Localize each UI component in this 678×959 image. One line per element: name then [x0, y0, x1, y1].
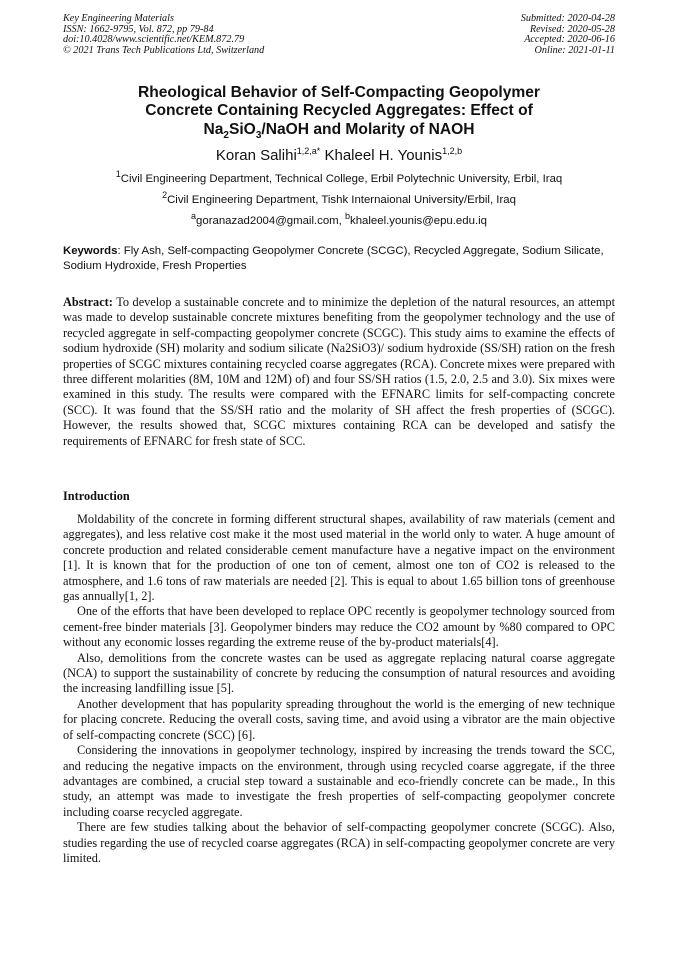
title-text: Na — [203, 120, 224, 138]
date-submitted: Submitted: 2020-04-28 — [520, 13, 615, 24]
author-affiliation-mark: 1,2,b — [442, 146, 463, 156]
submission-dates — [521, 14, 615, 56]
title-text: /NaOH and Molarity of NAOH — [261, 120, 475, 138]
date-online: Online: 2021-01-11 — [534, 44, 615, 56]
title-subscript: 3 — [255, 129, 262, 141]
keywords-text: : Fly Ash, Self-compacting Geopolymer Concrete (SCGC), Recycled Aggregate, Sodium Silicate, Sodium Hydroxide, Fresh Properties — [63, 245, 604, 273]
abstract-text: To develop a sustainable concrete and to minimize the depletion of the natural resources, an attempt was made to develop sustainable concrete mixtures benefiting from the geopolymer technology and the use of recycled aggregate in self-compacting geopolymer concrete (SCGC). This study aims to examine the effects of sodium hydroxide (SH) molarity and sodium silicate (Na2SiO3)/ sodium hydroxide (SS/SH) ration on the fresh properties of SCGC mixtures containing recycled coarse aggregates (RCA). Concrete mixes were prepared with three different molarities (8M, 10M and 12M) of) and four SS/SH ratios (1.5, 2.0, 2.5 and 3.0). Six mixes were examined in this study. The results were compared with the EFNARC limits for self-compacting concrete (SCC). It was found that the SS/SH ratio and the molarity of SH affect the fresh properties of (SCGC). However, the results showed that, SCGC mixtures containing RCA can be developed and satisfy the requirements of EFNARC for fresh state of SCC. — [63, 295, 615, 448]
paragraph: Another development that has popularity spreading throughout the world is the emerging of new technique for placing concrete. Reducing the overall costs, saving time, and avoid using a vibrator are the main objective of self-compacting concrete (SCC) [6]. — [63, 696, 615, 742]
paper-title — [60, 84, 618, 145]
author-name: Koran Salihi — [215, 147, 297, 164]
author-emails — [60, 209, 618, 228]
title-text: SiO — [228, 120, 256, 138]
section-heading-introduction: Introduction — [63, 489, 130, 503]
paragraph: Moldability of the concrete in forming different structural shapes, availability of raw materials (cement and aggregates), and less relative cost make it the most used material in the world only to water. A huge amount of concrete production and related considerable cement manufacture have a negative impact on the environment [1]. It is known that for the production of one ton of cement, almost one ton of CO2 is released to the atmosphere, and 1.6 tons of raw materials are needed [2]. This is equal to about 1.65 billion tons of greenhouse gas annually[1, 2]. — [63, 512, 615, 604]
paragraph: Also, demolitions from the concrete wastes can be used as aggregate replacing natural coarse aggregate (NCA) to support the sustainability of concrete by reducing the consumption of natural resources and avoiding the increasing landfilling issue [5]. — [63, 650, 615, 696]
affiliation-1 — [60, 167, 618, 186]
date-accepted: Accepted: 2020-06-16 — [524, 34, 615, 46]
affiliation-mark: 1 — [115, 169, 121, 179]
journal-copyright: © 2021 Trans Tech Publications Ltd, Switzerland — [63, 44, 265, 56]
paragraph: There are few studies talking about the behavior of self-compacting geopolymer concrete (SCGC). Also, studies regarding the use of recycled coarse aggregates (RCA) in self-compacting geopolymer concrete are very limited. — [63, 820, 615, 865]
date-revised: Revised: 2020-05-28 — [529, 23, 615, 35]
journal-doi: doi:10.4028/www.scientific.net/KEM.872.79 — [63, 34, 245, 46]
abstract-label: Abstract: — [63, 295, 113, 309]
author-name: Khaleel H. Younis — [324, 147, 443, 164]
affiliation-text: Civil Engineering Department, Technical College, Erbil Polytechnic University, Erbil, Iraq — [120, 172, 563, 185]
paragraph: One of the efforts that have been developed to replace OPC recently is geopolymer technology sourced from cement-free binder materials [3]. Geopolymer binders may reduce the CO2 amount by %80 compared to OPC without any economic losses regarding the extreme reuse of the by-product materials[4]. — [63, 604, 615, 650]
email-mark: b — [345, 211, 351, 221]
journal-name: Key Engineering Materials — [63, 13, 174, 24]
introduction-body — [63, 512, 615, 866]
title-line-2: Concrete Containing Recycled Aggregates: Effect of — [145, 102, 533, 120]
email-link[interactable]: goranazad2004@gmail.com, — [196, 214, 345, 227]
abstract-section — [63, 295, 615, 449]
keywords-label: Keywords — [63, 245, 118, 257]
author-list — [60, 142, 618, 165]
affiliation-text: Civil Engineering Department, Tishk Internaional University/Erbil, Iraq — [167, 193, 516, 206]
title-line-1: Rheological Behavior of Self-Compacting Geopolymer — [137, 84, 541, 101]
journal-info — [63, 14, 264, 56]
author-affiliation-mark: 1,2,a* — [296, 146, 321, 156]
email-mark: a — [191, 211, 197, 221]
keywords-section — [63, 244, 615, 275]
paragraph: Considering the innovations in geopolymer technology, inspired by increasing the trends toward the SCC, and reducing the negative impacts on the environment, through using recycled coarse aggregate, if the three advantages are combined, a crucial step toward a sustainable and eco-friendly concrete can be made., In this study, an attempt was made to investigate the fresh properties of self-compacting geopolymer concrete including coarse recycled aggregate. — [63, 743, 615, 819]
journal-issn: ISSN: 1662-9795, Vol. 872, pp 79-84 — [63, 23, 214, 35]
title-subscript: 2 — [223, 129, 229, 141]
affiliation-2 — [60, 188, 618, 207]
affiliation-mark: 2 — [162, 190, 168, 200]
email-link[interactable]: khaleel.younis@epu.edu.iq — [350, 214, 487, 227]
